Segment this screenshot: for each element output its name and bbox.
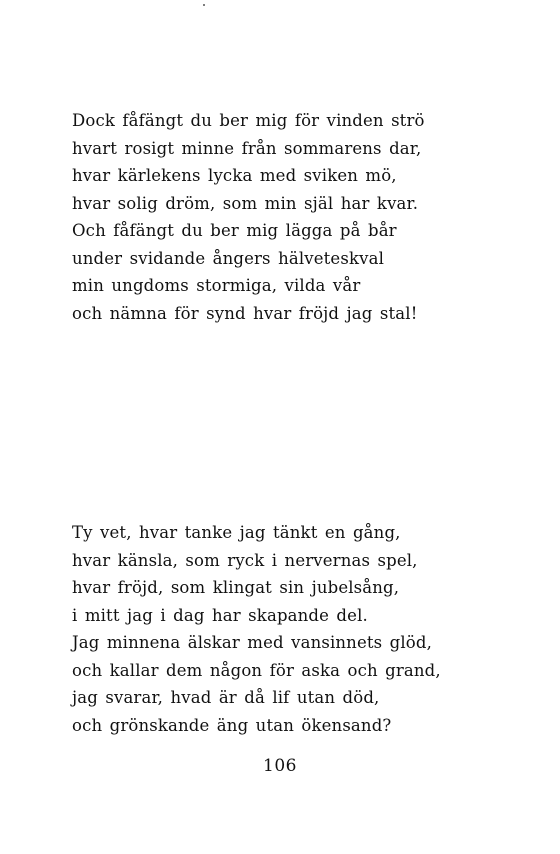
poem-line: Dock fåfängt du ber mig för vinden strö — [72, 111, 425, 130]
print-speck — [203, 4, 205, 6]
poem-line: hvar fröjd, som klingat sin jubelsång, — [72, 578, 400, 597]
poem-line: Jag minnena älskar med vansinnets glöd, — [72, 633, 432, 652]
stanza-2 — [72, 519, 441, 739]
poem-line: hvart rosigt minne från sommarens dar, — [72, 138, 422, 158]
poem-line: hvar känsla, som ryck i nervernas spel, — [72, 550, 418, 570]
poem-line: och kallar dem någon för aska och grand, — [72, 660, 441, 680]
poem-line: i mitt jag i dag har skapande del. — [72, 605, 368, 625]
stanza-1 — [72, 107, 425, 327]
poem-line: under svidande ångers hälveteskval — [72, 248, 384, 268]
poem-line: Ty vet, hvar tanke jag tänkt en gång, — [72, 523, 401, 542]
poem-line: och grönskande äng utan ökensand? — [72, 715, 392, 735]
poem-line: jag svarar, hvad är då lif utan död, — [72, 688, 380, 707]
poem-line: Och fåfängt du ber mig lägga på bår — [72, 221, 397, 240]
poem-line: hvar solig dröm, som min själ har kvar. — [72, 193, 419, 213]
page-number: 106 — [263, 756, 297, 776]
poem-line: och nämna för synd hvar fröjd jag stal! — [72, 303, 418, 323]
poem-line: min ungdoms stormiga, vilda vår — [72, 276, 361, 295]
poem-line: hvar kärlekens lycka med sviken mö, — [72, 166, 397, 185]
